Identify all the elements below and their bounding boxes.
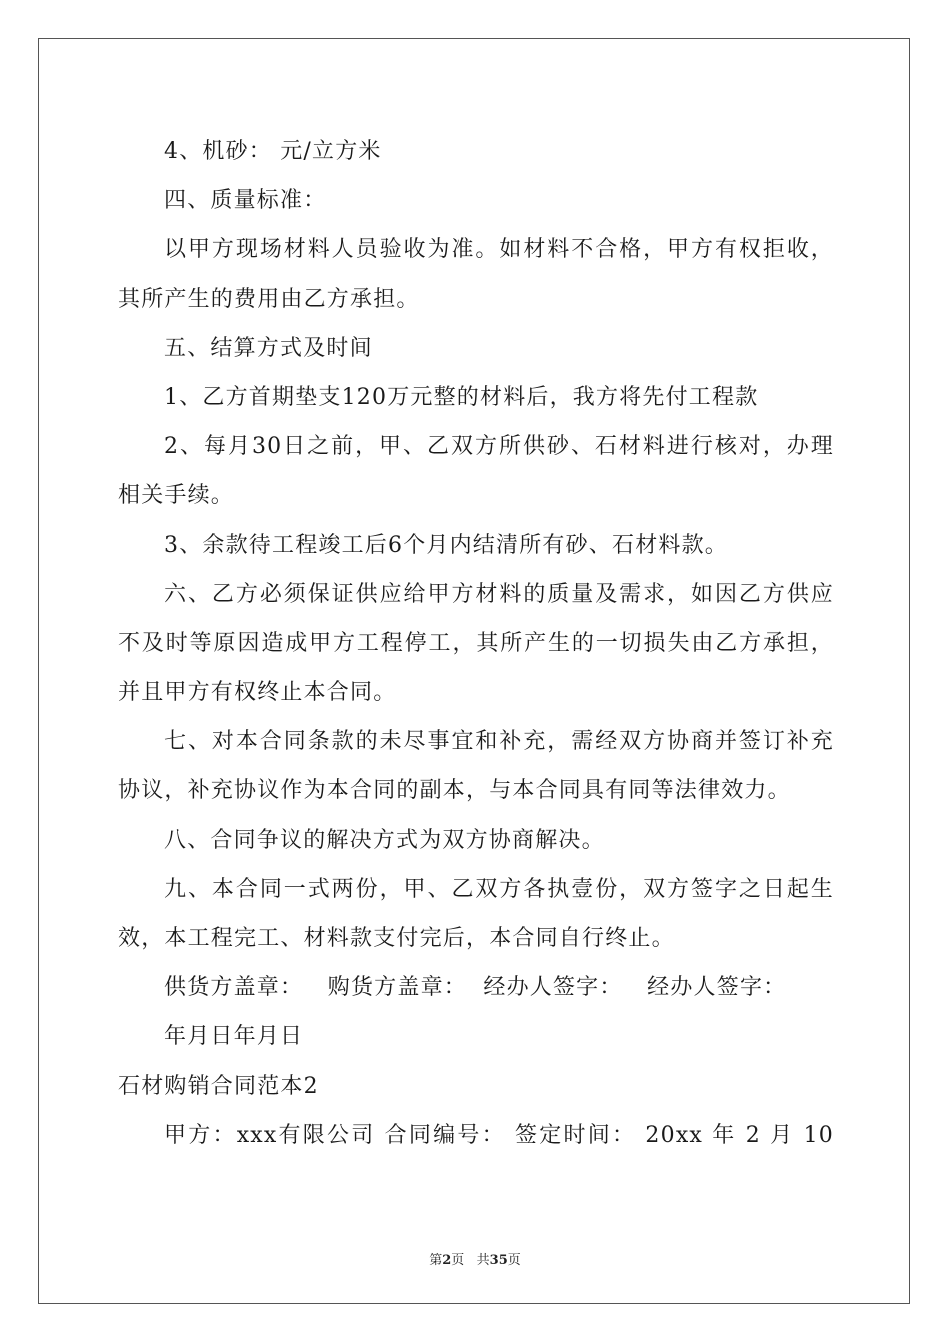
current-page-number: 2 bbox=[442, 1253, 452, 1268]
section-heading: 五、结算方式及时间 bbox=[164, 335, 373, 361]
signature-line: 供货方盖章： 购货方盖章： 经办人签字： 经办人签字： bbox=[164, 975, 787, 1001]
text-line: 相关手续。 bbox=[118, 483, 235, 509]
document-title: 石材购销合同范本2 bbox=[118, 1073, 319, 1099]
footer-prefix: 第 bbox=[429, 1253, 443, 1268]
text-line: 3、余款待工程竣工后6个月内结清所有砂、石材料款。 bbox=[164, 532, 728, 558]
text-line: 1、乙方首期垫支120万元整的材料后，我方将先付工程款 bbox=[164, 384, 759, 410]
text-line: 2、每月30日之前，甲、乙双方所供砂、石材料进行核对，办理 bbox=[164, 434, 834, 460]
text-line: 其所产生的费用由乙方承担。 bbox=[118, 286, 420, 312]
total-page-count: 35 bbox=[489, 1253, 508, 1268]
text-line: 效，本工程完工、材料款支付完后，本合同自行终止。 bbox=[118, 926, 675, 951]
text-line: 4、机砂： 元/立方米 bbox=[164, 139, 382, 164]
text-line: 六、乙方必须保证供应给甲方材料的质量及需求，如因乙方供应 bbox=[164, 581, 834, 607]
text-line: 并且甲方有权终止本合同。 bbox=[118, 680, 397, 706]
text-line: 协议，补充协议作为本合同的副本，与本合同具有同等法律效力。 bbox=[118, 778, 791, 804]
footer-suffix: 页 bbox=[507, 1253, 521, 1268]
party-line: 甲方：xxx有限公司 合同编号： 签定时间： 20xx 年 2 月 10 bbox=[164, 1122, 834, 1148]
text-line: 八、合同争议的解决方式为双方协商解决。 bbox=[164, 827, 605, 853]
text-line: 不及时等原因造成甲方工程停工，其所产生的一切损失由乙方承担， bbox=[118, 630, 834, 656]
page-footer bbox=[0, 1249, 950, 1268]
text-line: 九、本合同一式两份，甲、乙双方各执壹份，双方签字之日起生 bbox=[164, 876, 834, 902]
date-line: 年月日年月日 bbox=[164, 1024, 304, 1050]
text-line: 以甲方现场材料人员验收为准。如材料不合格，甲方有权拒收， bbox=[164, 237, 834, 263]
footer-middle: 页 共 bbox=[451, 1253, 490, 1268]
document-body bbox=[118, 127, 834, 1160]
section-heading: 四、质量标准： bbox=[164, 188, 327, 214]
text-line: 七、对本合同条款的未尽事宜和补充，需经双方协商并签订补充 bbox=[164, 729, 834, 755]
